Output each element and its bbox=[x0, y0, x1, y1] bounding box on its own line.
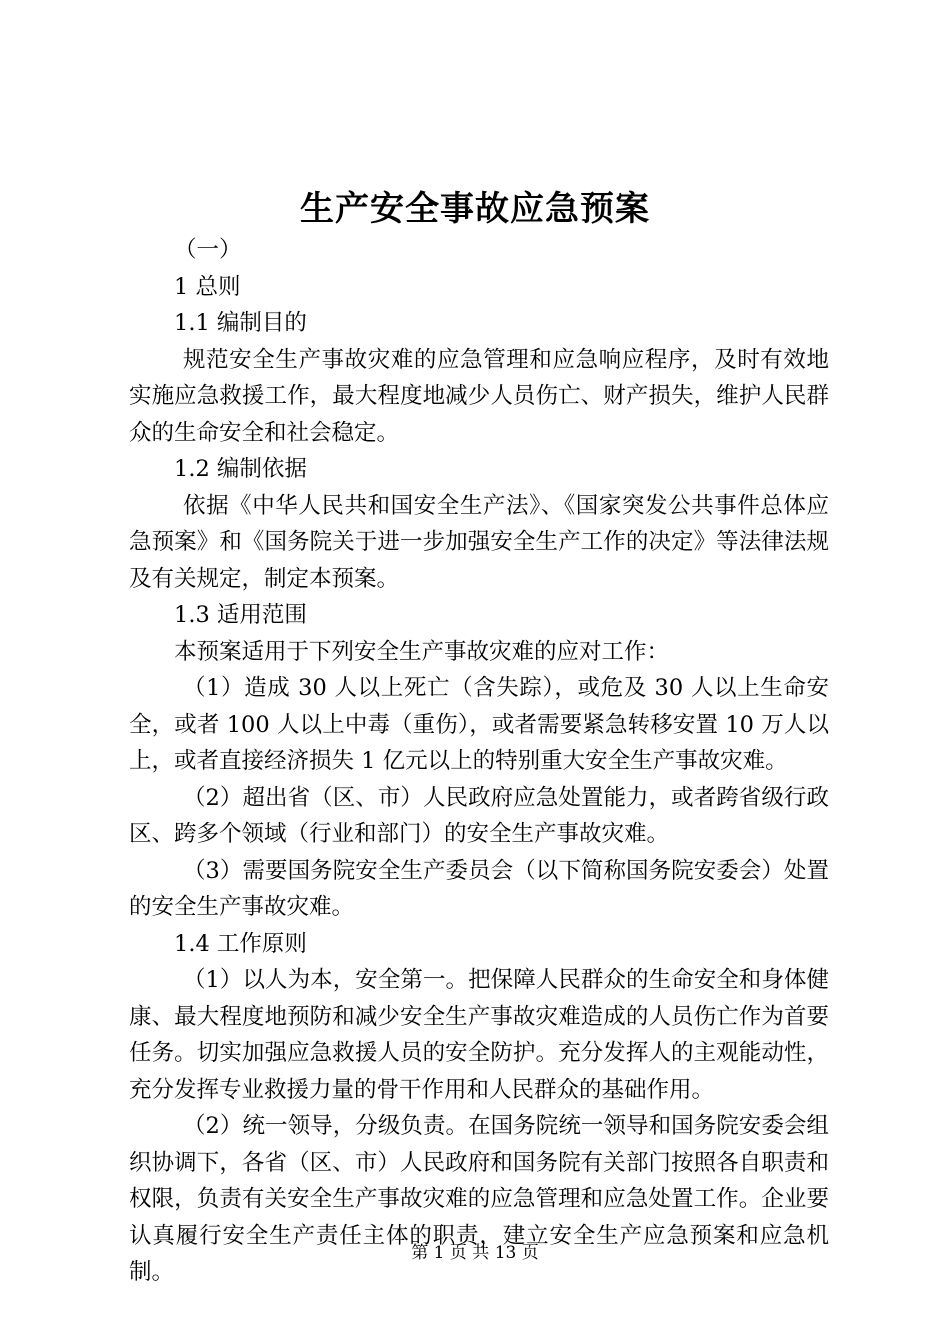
document-title: 生产安全事故应急预案 bbox=[300, 189, 650, 229]
paragraph-scope-intro: 本预案适用于下列安全生产事故灾难的应对工作： bbox=[174, 638, 670, 665]
paragraph-basis: 依据《中华人民共和国安全生产法》、《国家突发公共事件总体应急预案》和《国务院关于进一步加强安全生产工作的决定》等法律法规及有关规定，制定本预案。 bbox=[129, 492, 829, 592]
paragraph-scope-item-3: （3）需要国务院安全生产委员会（以下简称国务院安委会）处置的安全生产事故灾难。 bbox=[129, 857, 829, 920]
heading-basis: 1.2 编制依据 bbox=[174, 456, 307, 482]
paragraph-scope-item-2: （2）超出省（区、市）人民政府应急处置能力，或者跨省级行政区、跨多个领域（行业和部门）的安全生产事故灾难。 bbox=[129, 784, 829, 847]
document-body bbox=[129, 232, 829, 1291]
paragraph-principle-1: （1）以人为本，安全第一。把保障人民群众的生命安全和身体健康、最大程度地预防和减少安全生产事故灾难造成的人员伤亡作为首要任务。切实加强应急救援人员的安全防护。充分发挥人的主观能动性，充分发挥专业救援力量的骨干作用和人民群众的基础作用。 bbox=[129, 967, 829, 1103]
paragraph-purpose: 规范安全生产事故灾难的应急管理和应急响应程序，及时有效地实施应急救援工作，最大程度地减少人员伤亡、财产损失，维护人民群众的生命安全和社会稳定。 bbox=[129, 346, 829, 446]
section-marker: （一） bbox=[174, 237, 242, 263]
paragraph-principle-2: （2）统一领导，分级负责。在国务院统一领导和国务院安委会组织协调下，各省（区、市）人民政府和国务院有关部门按照各自职责和权限，负责有关安全生产事故灾难的应急管理和应急处置工作。企业要认真履行安全生产责任主体的职责，建立安全生产应急预案和应急机制。 bbox=[129, 1113, 829, 1285]
heading-purpose: 1.1 编制目的 bbox=[174, 310, 307, 336]
heading-general-principles: 1 总则 bbox=[174, 273, 241, 300]
paragraph-scope-item-1: （1）造成 30 人以上死亡（含失踪），或危及 30 人以上生命安全，或者 100 人以上中毒（重伤），或者需要紧急转移安置 10 万人以上，或者直接经济损失 1 亿元以上的特别重大安全生产事故灾难。 bbox=[129, 675, 829, 774]
page-footer: 第 1 页 共 13 页 bbox=[411, 1243, 539, 1263]
heading-working-principles: 1.4 工作原则 bbox=[174, 930, 307, 957]
heading-scope: 1.3 适用范围 bbox=[174, 602, 307, 628]
